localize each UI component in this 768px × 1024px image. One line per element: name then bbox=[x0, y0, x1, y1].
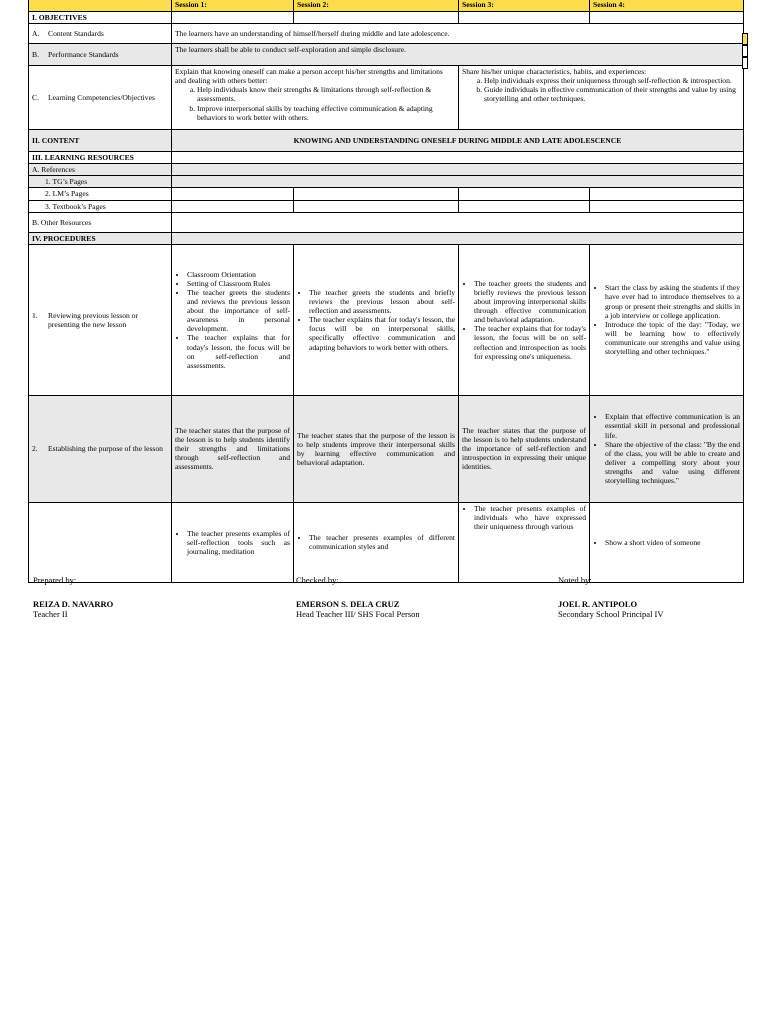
competencies-left-intro: Explain that knowing oneself can make a person accept his/her strengths and limitations and dealing with others better: bbox=[175, 67, 443, 86]
list-item: • Explain that effective communication is an essential skill in personal and professional life. bbox=[605, 412, 740, 439]
list-item: • The teacher explains that for today's lesson, the focus will be on self-reflection and introspection as tools for expressing one's uniqueness. bbox=[474, 324, 586, 360]
noted-by-label: Noted by: bbox=[558, 575, 592, 585]
edge-tab bbox=[742, 33, 748, 45]
list-item: • The teacher greets the students and briefly reviews the previous lesson about self-reflection and assessments. bbox=[309, 288, 455, 315]
competencies-right-cell bbox=[459, 66, 744, 130]
edge-tab bbox=[742, 45, 748, 57]
list-item: • The teacher explains that for today's lesson, the focus will be on self-reflection and assessments. bbox=[187, 333, 290, 369]
competencies-left-item: a. Help individuals know their strengths & limitations through self-reflection & assessments. bbox=[197, 85, 455, 103]
list-item: • The teacher explains that for today's lesson, the focus will be on interpersonal skills, specifically effective communication and adapting behaviors to work better with others. bbox=[309, 315, 455, 351]
list-item: • The teacher greets the students and briefly reviews the previous lesson about improving interpersonal skills through effective communication and behavioral adaptation. bbox=[474, 279, 586, 325]
references-label: A. References bbox=[29, 164, 172, 176]
reviewing-session-4 bbox=[590, 244, 744, 395]
tg-pages-row bbox=[29, 176, 744, 188]
purpose-row bbox=[29, 395, 744, 502]
content-standards-num: A. bbox=[32, 29, 40, 39]
noted-by-block bbox=[558, 575, 664, 619]
reviewing-session-2 bbox=[294, 244, 459, 395]
examples-session-2 bbox=[294, 502, 459, 582]
purpose-session-1: The teacher states that the purpose of the lesson is to help students identify their strengths and limitations through self-reflection and assessments. bbox=[172, 395, 294, 502]
lesson-plan-table bbox=[28, 0, 744, 583]
competencies-right-item: b. Guide individuals in effective communication of their strengths and value by using storytelling and other techniques. bbox=[484, 85, 740, 103]
checked-by-title: Head Teacher III/ SHS Focal Person bbox=[296, 609, 420, 619]
prepared-by-name: REIZA D. NAVARRO bbox=[33, 599, 114, 609]
other-resources-row bbox=[29, 212, 744, 232]
checked-by-label: Checked by: bbox=[296, 575, 339, 585]
noted-by-title: Secondary School Principal IV bbox=[558, 609, 664, 619]
competencies-num: C. bbox=[32, 93, 39, 103]
textbook-pages-row bbox=[29, 200, 744, 212]
list-item: • Start the class by asking the students if they have ever had to introduce themselves to a group or present their strengths and skills in a job interview or college application. bbox=[605, 283, 740, 319]
purpose-num: 2. bbox=[32, 444, 38, 454]
prepared-by-label: Prepared by: bbox=[33, 575, 77, 585]
competencies-left-cell bbox=[172, 66, 459, 130]
list-item: • The teacher presents examples of different communication styles and bbox=[309, 533, 455, 551]
competencies-right-intro: Share his/her unique characteristics, habits, and experiences: bbox=[462, 67, 647, 77]
competencies-right-item: a. Help individuals express their uniqueness through self-reflection & introspection. bbox=[484, 76, 740, 85]
reviewing-session-1 bbox=[172, 244, 294, 395]
purpose-session-3: The teacher states that the purpose of the lesson is to help students understand the importance of self-reflection and introspection in expressing their unique identities. bbox=[459, 395, 590, 502]
list-item: • Introduce the topic of the day: "Today, we will be learning how to effectively communicate our strengths and value using storytelling and other techniques." bbox=[605, 320, 740, 356]
edge-tabs bbox=[742, 33, 748, 69]
references-row bbox=[29, 164, 744, 176]
checked-by-name: EMERSON S. DELA CRUZ bbox=[296, 599, 400, 609]
content-row bbox=[29, 130, 744, 152]
purpose-session-4 bbox=[590, 395, 744, 502]
list-item: • Setting of Classroom Rules bbox=[187, 279, 290, 288]
competencies-label: Learning Competencies/Objectives bbox=[48, 93, 155, 103]
noted-by-name: JOEL R. ANTIPOLO bbox=[558, 599, 638, 609]
objectives-heading: I. OBJECTIVES bbox=[29, 12, 172, 24]
performance-standards-text: The learners shall be able to conduct self-exploration and simple disclosure. bbox=[172, 44, 744, 66]
content-text: KNOWING AND UNDERSTANDING ONESELF DURING MIDDLE AND LATE ADOLESCENCE bbox=[172, 130, 744, 152]
objectives-row bbox=[29, 12, 744, 24]
reviewing-row bbox=[29, 244, 744, 395]
resources-row bbox=[29, 152, 744, 164]
examples-session-3 bbox=[459, 502, 590, 582]
procedures-row bbox=[29, 232, 744, 244]
list-item: • The teacher presents examples of individuals who have expressed their uniqueness through various bbox=[474, 504, 586, 531]
competencies-left-item: b. Improve interpersonal skills by teaching effective communication & adapting behaviors to work better with others. bbox=[197, 104, 455, 122]
content-standards-label: Content Standards bbox=[48, 29, 104, 39]
list-item: • The teacher presents examples of self-reflection tools such as journaling, meditation bbox=[187, 529, 290, 556]
lm-pages-row bbox=[29, 188, 744, 200]
list-item: • Share the objective of the class: "By the end of the class, you will be able to create and deliver a compelling story about your strengths and value using different storytelling techniques." bbox=[605, 440, 740, 486]
reviewing-session-3 bbox=[459, 244, 590, 395]
performance-standards-row bbox=[29, 44, 744, 66]
content-standards-row bbox=[29, 24, 744, 44]
tg-pages-label: 1. TG’s Pages bbox=[29, 176, 172, 188]
reviewing-label: Reviewing previous lesson or presenting the new lesson bbox=[48, 310, 139, 329]
session-4-header: Session 4: bbox=[590, 0, 744, 12]
list-item: • Show a short video of someone bbox=[605, 538, 740, 547]
lm-pages-label: 2. LM’s Pages bbox=[29, 188, 172, 200]
prepared-by-title: Teacher II bbox=[33, 609, 68, 619]
examples-row bbox=[29, 502, 744, 582]
prepared-by-block bbox=[33, 575, 113, 619]
session-1-header: Session 1: bbox=[172, 0, 294, 12]
session-3-header: Session 3: bbox=[459, 0, 590, 12]
other-resources-label: B. Other Resources bbox=[29, 212, 172, 232]
list-item: • The teacher greets the students and reviews the previous lesson about the importance of self-awareness in personal development. bbox=[187, 288, 290, 334]
resources-heading: III. LEARNING RESOURCES bbox=[29, 152, 172, 164]
session-header-row bbox=[29, 0, 744, 12]
competencies-row bbox=[29, 66, 744, 130]
edge-tab bbox=[742, 57, 748, 69]
reviewing-num: 1. bbox=[32, 310, 38, 320]
header-blank-cell bbox=[29, 0, 172, 12]
checked-by-block bbox=[296, 575, 420, 619]
performance-standards-num: B. bbox=[32, 50, 39, 60]
examples-session-4 bbox=[590, 502, 744, 582]
performance-standards-label: Performance Standards bbox=[48, 50, 119, 60]
procedures-heading: IV. PROCEDURES bbox=[29, 232, 172, 244]
textbook-pages-label: 3. Textbook’s Pages bbox=[29, 200, 172, 212]
list-item: • Classroom Orientation bbox=[187, 270, 290, 279]
session-2-header: Session 2: bbox=[294, 0, 459, 12]
content-heading: II. CONTENT bbox=[29, 130, 172, 152]
purpose-session-2: The teacher states that the purpose of the lesson is to help students improve their interpersonal skills by learning effective communication and behavioral adaptation. bbox=[294, 395, 459, 502]
examples-session-1 bbox=[172, 502, 294, 582]
purpose-label: Establishing the purpose of the lesson bbox=[48, 444, 163, 454]
content-standards-text: The learners have an understanding of himself/herself during middle and late adolescence. bbox=[172, 24, 744, 44]
